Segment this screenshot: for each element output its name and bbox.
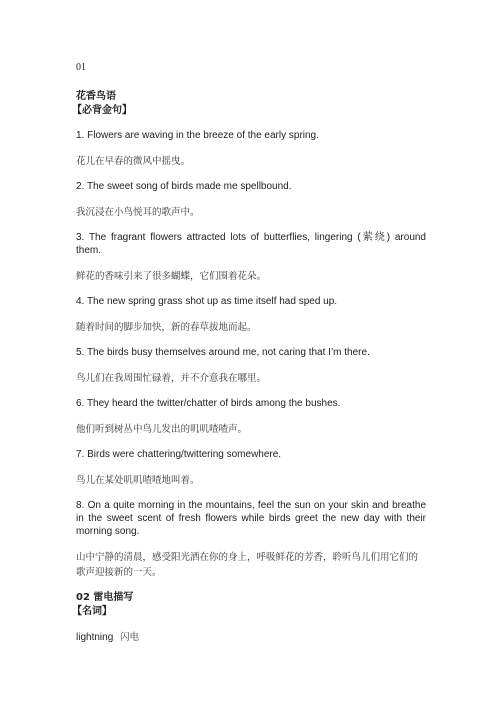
sentence-item <box>76 499 426 580</box>
sentence-en: 8. On a quite morning in the mountains, feel the sun on your skin and breathe in the sweet scent of fresh flowers while birds greet the new day with their morning song. <box>76 500 426 537</box>
sentence-zh: 随着时间的脚步加快，新的春草拔地而起。 <box>76 322 257 333</box>
sentence-zh: 他们听到树丛中鸟儿发出的叽叽喳喳声。 <box>76 424 248 435</box>
sentence-en: 7. Birds were chattering/twittering somewhere. <box>76 449 282 460</box>
section-title-2: 02 雷电描写 <box>76 592 134 603</box>
sentence-item <box>76 129 426 169</box>
sentence-en: 5. The birds busy themselves around me, not caring that I’m there. <box>76 347 370 358</box>
section-label: 【必背金句】 <box>72 105 132 116</box>
sentence-zh: 我沉浸在小鸟悦耳的歌声中。 <box>76 207 200 218</box>
sentence-item <box>76 346 426 386</box>
sentence-item <box>76 295 426 335</box>
sentence-zh: 花儿在早春的微风中摇曳。 <box>76 156 191 167</box>
sentence-zh: 鸟儿们在我周围忙碌着，并不介意我在哪里。 <box>76 373 267 384</box>
sentence-en: 1. Flowers are waving in the breeze of the early spring. <box>76 130 319 141</box>
sentence-en: 2. The sweet song of birds made me spellbound. <box>76 181 292 192</box>
sentence-en: 3. The fragrant flowers attracted lots of butterflies, lingering (萦绕) around them. <box>76 232 426 256</box>
vocab-word: lightning <box>76 632 114 643</box>
section-number: 01 <box>76 62 86 73</box>
sentence-item <box>76 180 426 220</box>
sentence-en: 4. The new spring grass shot up as time itself had sped up. <box>76 296 338 307</box>
section-label-2: 【名词】 <box>72 606 112 617</box>
section-title: 花香鸟语 <box>76 91 116 102</box>
vocab-item <box>76 630 426 645</box>
sentence-zh: 鸟儿在某处叽叽喳喳地叫着。 <box>76 475 200 486</box>
sentence-zh: 山中宁静的清晨，感受阳光洒在你的身上，呼吸鲜花的芳香，聆听鸟儿们用它们的歌声迎接新的一天。 <box>76 552 419 578</box>
sentence-en: 6. They heard the twitter/chatter of birds among the bushes. <box>76 398 341 409</box>
sentence-item <box>76 397 426 437</box>
sentence-item <box>76 448 426 488</box>
sentence-zh: 鲜花的香味引来了很多蝴蝶，它们围着花朵。 <box>76 271 267 282</box>
sentence-item <box>76 231 426 284</box>
vocab-meaning: 闪电 <box>120 632 140 643</box>
